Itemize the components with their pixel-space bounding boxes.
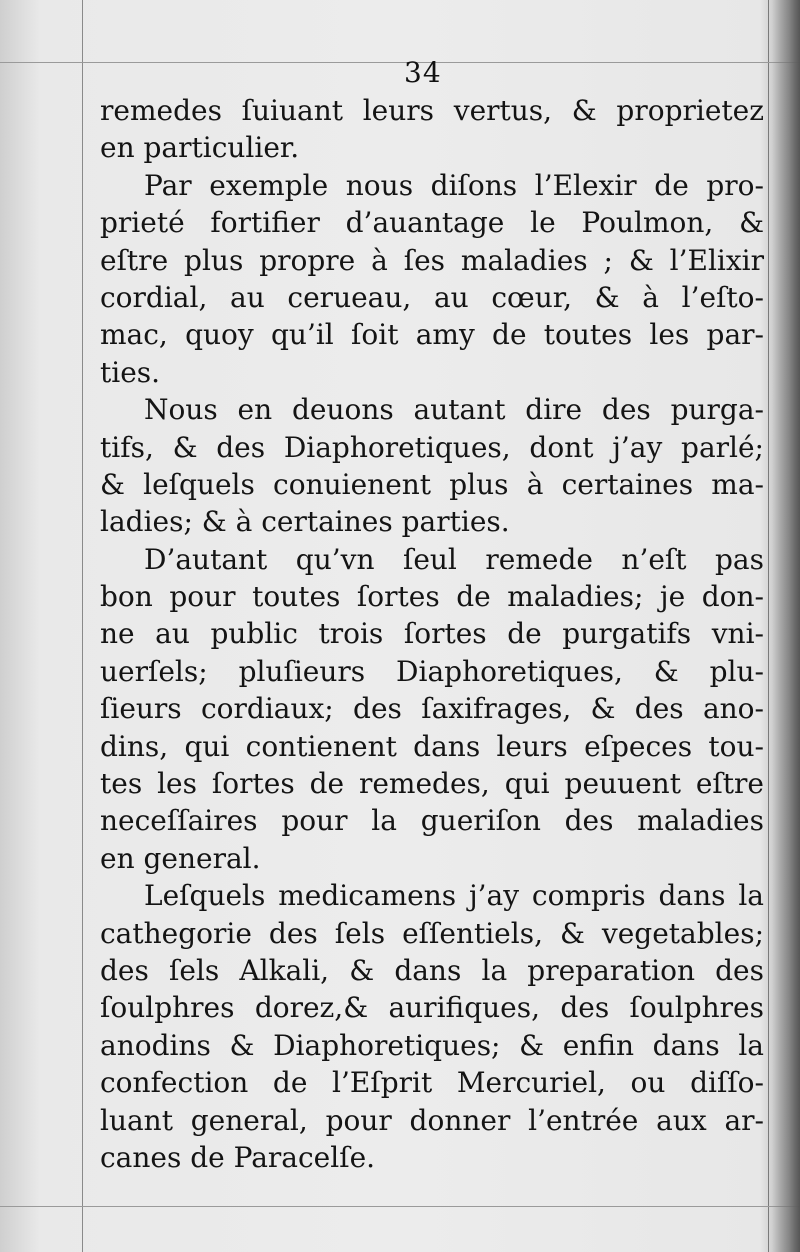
text-line: bon pour toutes ſortes de maladies; je don- bbox=[100, 580, 764, 614]
text-line: ſoulphres dorez,& aurifiques, des ſoulphres bbox=[100, 991, 764, 1025]
footer-rule bbox=[0, 1206, 800, 1207]
text-line: ſieurs cordiaux; des ſaxifrages, & des ano- bbox=[100, 692, 764, 726]
text-line: & leſquels conuienent plus à certaines ma- bbox=[100, 467, 764, 501]
text-line: cordial, au cerueau, au cœur, & à l’eſto- bbox=[100, 280, 764, 314]
text-line: Nous en deuons autant dire des purga- bbox=[144, 393, 764, 427]
text-line: canes de Paracelſe. bbox=[100, 1140, 376, 1174]
header-rule bbox=[0, 62, 800, 63]
text-line: dins, qui contienent dans leurs eſpeces tou- bbox=[100, 729, 764, 763]
text-line: luant general, pour donner l’entrée aux ar- bbox=[100, 1103, 764, 1137]
text-line: mac, quoy qu’il ſoit amy de toutes les par- bbox=[100, 318, 764, 352]
text-line: prieté fortifier d’auantage le Poulmon, & bbox=[100, 206, 764, 240]
margin-rule-right bbox=[768, 0, 769, 1252]
text-line: eſtre plus propre à ſes maladies ; & l’Elixir bbox=[100, 243, 764, 277]
text-line: cathegorie des ſels eſſentiels, & vegetables; bbox=[100, 916, 764, 950]
text-line: tes les ſortes de remedes, qui peuuent eſtre bbox=[100, 767, 764, 801]
text-line: remedes ſuiuant leurs vertus, & proprietez bbox=[100, 94, 764, 127]
text-line: ne au public trois ſortes de purgatifs vni- bbox=[100, 617, 764, 651]
text-line: uerſels; pluſieurs Diaphoretiques, & plu- bbox=[100, 654, 764, 688]
text-line: neceſſaires pour la gueriſon des maladies bbox=[100, 804, 764, 838]
text-line: des ſels Alkali, & dans la preparation des bbox=[100, 953, 764, 987]
margin-rule-left bbox=[82, 0, 83, 1252]
page-edge-shadow bbox=[772, 0, 800, 1252]
text-line: D’autant qu’vn ſeul remede n’eſt pas bbox=[144, 542, 764, 576]
text-line: en particulier. bbox=[100, 131, 300, 165]
text-line: Leſquels medicamens j’ay compris dans la bbox=[144, 879, 764, 913]
text-line: ties. bbox=[100, 355, 161, 389]
body-text bbox=[100, 92, 764, 1176]
text-line: confection de l’Eſprit Mercuriel, ou diſſo- bbox=[100, 1066, 764, 1100]
page-number: 34 bbox=[404, 56, 442, 89]
text-line: Par exemple nous diſons l’Elexir de pro- bbox=[144, 168, 764, 202]
text-line: tifs, & des Diaphoretiques, dont j’ay parlé; bbox=[100, 430, 764, 464]
text-line: en general. bbox=[100, 841, 261, 875]
text-line: anodins & Diaphoretiques; & enfin dans la bbox=[100, 1028, 764, 1062]
text-line: ladies; & à certaines parties. bbox=[100, 505, 510, 539]
